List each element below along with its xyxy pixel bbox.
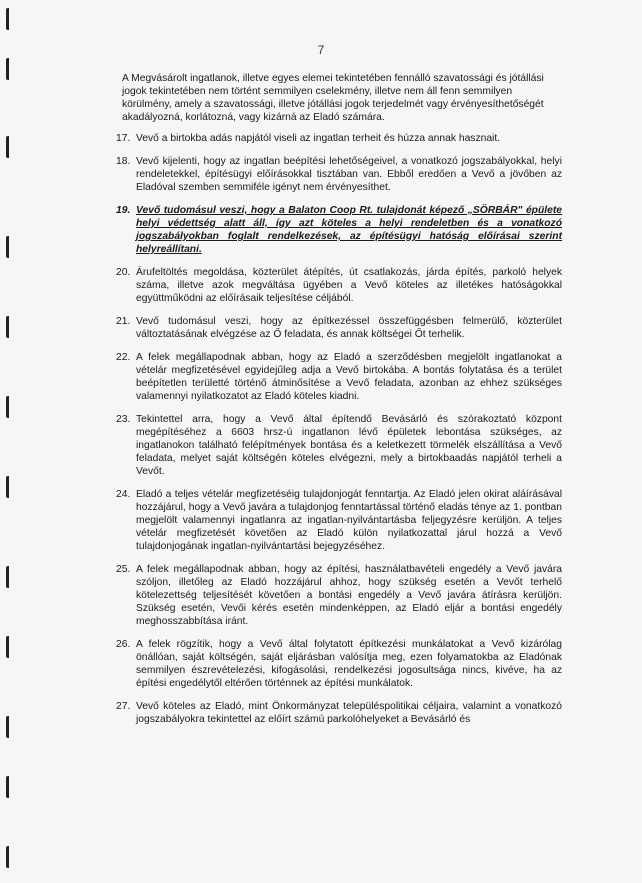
clause-text: Tekintettel arra, hogy a Vevő által építendő Bevásárló és szórakoztató központ megépítéséhez a 6603 hrsz-ú ingatlanon lévő épületek lebontása szükséges, az ingatlanokon található felépítmények bontása és a keletkezett törmelék elszállítása a Vevő feladata, melyet saját költségén köteles elvégezni, mely a birtokbaadás napjától terheli a Vevőt. (136, 414, 562, 477)
clause-text: A felek megállapodnak abban, hogy az építési, használatbavételi engedély a Vevő javára szóljon, illetőleg az Eladó hozzájárul ahhoz, hogy szükség esetén a Vevőt terhelő kötelezettség teljesítését követően a bontási engedély a Vevő javára átírásra kerüljön. Szükség esetén, Vevői kérés esetén mindenképpen, az Eladó eljár a bontási engedély meghosszabbítása iránt. (136, 564, 562, 627)
clause-number: 26. (116, 639, 131, 650)
binder-hole (6, 566, 15, 588)
clause-26 (116, 638, 562, 690)
clause-text: A felek rögzítik, hogy a Vevő által folytatott építkezési munkálatokat a Vevő kizárólag önállóan, saját költségén, saját eljárásban valósítja meg, ezen folyamatokba az Eladónak semmilyen észrevételezési, kifogásolási, rendelkezési jogosultsága nincs, kivéve, ha az építési engedélytől eltérően történnek az építési munkálatok. (136, 639, 562, 689)
clause-number: 17. (116, 133, 131, 144)
clause-number: 20. (116, 267, 131, 278)
clause-17 (116, 132, 562, 145)
binder-hole (6, 236, 15, 258)
clause-number: 21. (116, 316, 131, 327)
clause-number: 27. (116, 701, 131, 712)
clause-text: Eladó a teljes vételár megfizetéséig tulajdonjogát fenntartja. Az Eladó jelen okirat aláírásával hozzájárul, hogy a Vevő javára a tulajdonjog fenntartással történő eladás ténye az 1. pontban megjelölt valamennyi ingatlanra az ingatlan-nyilvántartásba feljegyzésre kerüljön. A teljes vételár megfizetését követően az Eladó külön nyilatkozattal járul hozzá a Vevő tulajdonjogának ingatlan-nyilvántartási bejegyzéséhez. (136, 489, 562, 552)
clause-27 (116, 700, 562, 726)
binder-hole (6, 776, 15, 798)
binder-hole (6, 396, 15, 418)
clause-22 (116, 351, 562, 403)
clause-24 (116, 488, 562, 553)
binder-holes (6, 0, 22, 883)
clause-23 (116, 413, 562, 478)
binder-hole (6, 636, 15, 658)
binder-hole (6, 8, 15, 30)
clause-number: 24. (116, 489, 131, 500)
binder-hole (6, 716, 15, 738)
clause-number: 25. (116, 564, 131, 575)
clause-number: 19. (116, 205, 131, 216)
clause-21 (116, 315, 562, 341)
binder-hole (6, 476, 15, 498)
clause-text: Vevő tudomásul veszi, hogy a Balaton Coop Rt. tulajdonát képező „SÖRBÁR" épülete helyi védettség alatt áll, így azt köteles a helyi rendeletben és a vonatkozó jogszabályokban foglalt rendelkezések, az építésügyi hatóság előírásai szerint helyreállítani. (136, 205, 562, 255)
page-number: 7 (317, 43, 325, 57)
clause-20 (116, 266, 562, 305)
binder-hole (6, 846, 15, 868)
clause-19 (116, 204, 562, 256)
binder-hole (6, 136, 15, 158)
clause-text: Vevő kijelenti, hogy az ingatlan beépítési lehetőségeivel, a vonatkozó jogszabályokkal, helyi rendeletekkel, építésügyi előírásokkal tisztában van. Ebből eredően a Vevő a jövőben az Eladóval szemben semmiféle igényt nem érvényesíthet. (136, 156, 562, 193)
clause-number: 18. (116, 156, 131, 167)
clause-number: 22. (116, 352, 131, 363)
clause-text: Árufeltöltés megoldása, közterület átépítés, út csatlakozás, járda építés, parkoló helyek száma, illetve azok megváltása ügyében a Vevő köteles az illetékes hatóságokkal együttműködni az előírásaik teljesítése céljából. (136, 267, 562, 304)
binder-hole (6, 58, 15, 80)
clause-text: Vevő köteles az Eladó, mint Önkormányzat településpolitikai céljaira, valamint a vonatkozó jogszabályokra tekintettel az előírt számú parkolóhelyeket a Bevásárló és (136, 701, 562, 725)
document-body (116, 72, 562, 736)
binder-hole (6, 316, 15, 338)
clause-text: A felek megállapodnak abban, hogy az Eladó a szerződésben megjelölt ingatlanokat a vételár megfizetésével egyidejűleg adja a Vevő birtokába. A bontás folytatása és a terület beépítetlen területté történő átminősítése a Vevő feladata, azonban az ehhez szükséges valamennyi nyilatkozatot az Eladó köteles kiadni. (136, 352, 562, 402)
intro-paragraph: A Megvásárolt ingatlanok, illetve egyes elemei tekintetében fennálló szavatossági és jótállási jogok tekintetében nem történt semmilyen cselekmény, illetve nem áll fenn semmilyen körülmény, amely a szavatossági, illetve jótállási jogok terjedelmét vagy érvényesíthetőségét akadályozná, korlátozná, vagy kizárná az Eladó számára. (122, 73, 544, 123)
clause-number: 23. (116, 414, 131, 425)
clause-18 (116, 155, 562, 194)
clause-text: Vevő a birtokba adás napjától viseli az ingatlan terheit és húzza annak hasznait. (136, 133, 501, 144)
clause-25 (116, 563, 562, 628)
clause-text: Vevő tudomásul veszi, hogy az építkezéssel összefüggésben felmerülő, közterület változtatásának elvégzése az Ő feladata, és annak költségei Őt terhelik. (136, 316, 562, 340)
